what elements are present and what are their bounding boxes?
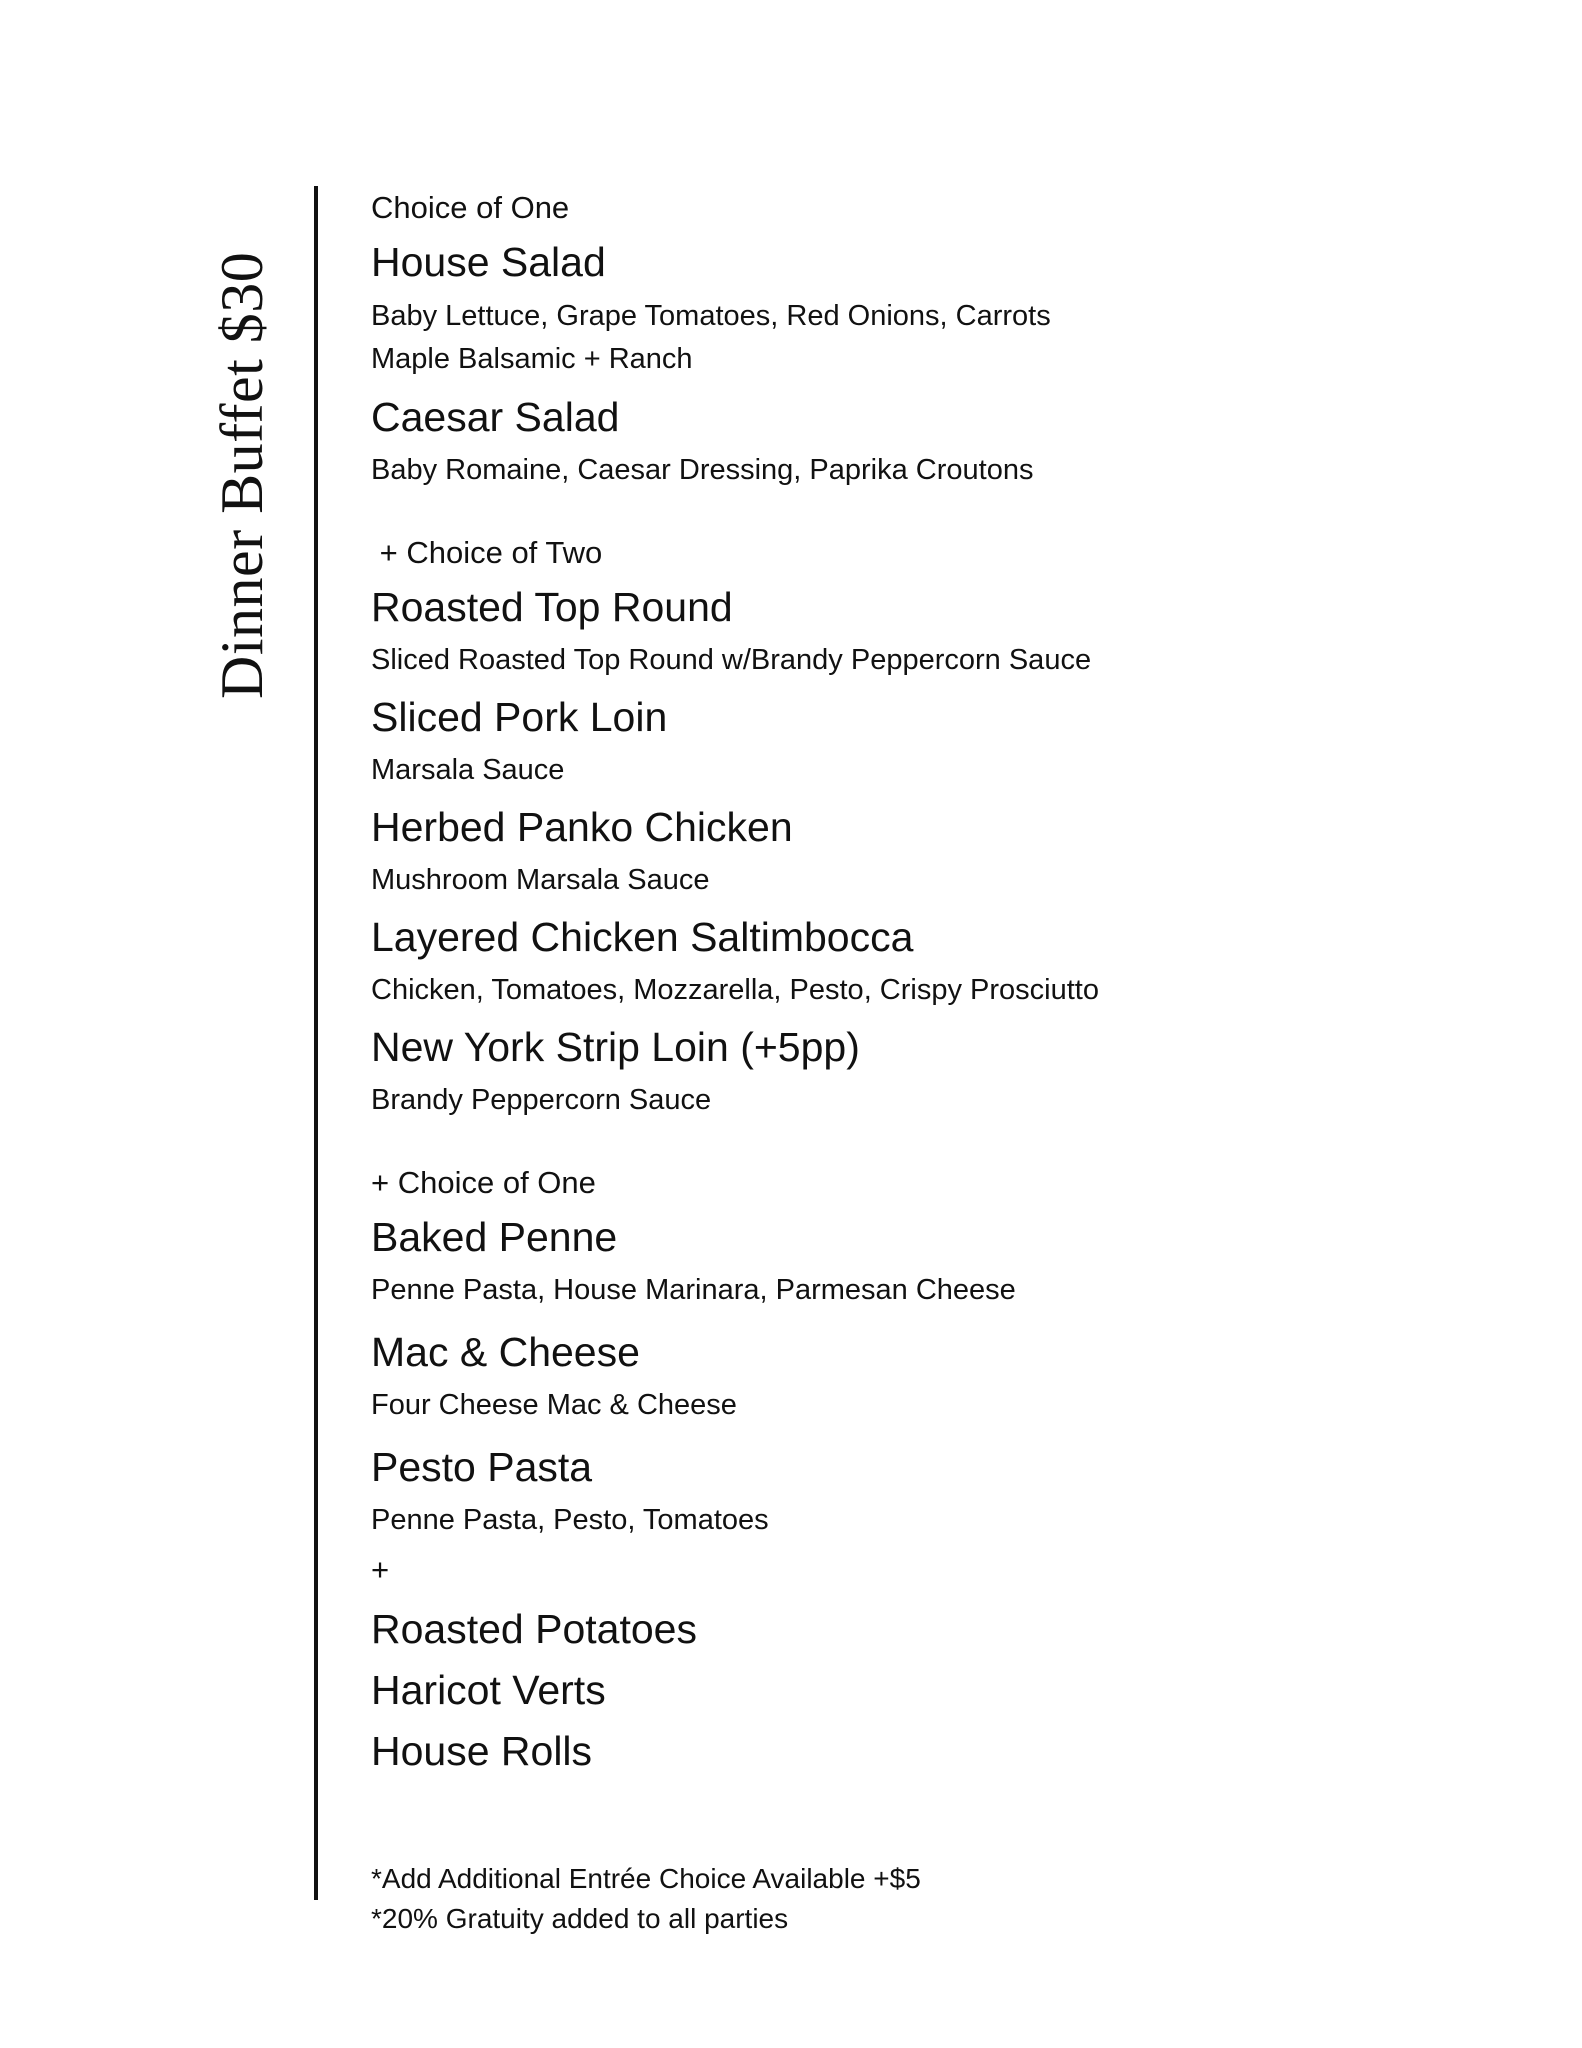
menu-item-description: Baby Romaine, Caesar Dressing, Paprika Croutons: [371, 454, 1034, 486]
footnote-additional-entree: *Add Additional Entrée Choice Available +$5: [371, 1863, 921, 1894]
salad-section-header: Choice of One: [371, 190, 570, 225]
menu-item-description: Chicken, Tomatoes, Mozzarella, Pesto, Crispy Prosciutto: [371, 974, 1099, 1006]
menu-item-herbed-panko-chicken: Herbed Panko Chicken: [371, 804, 793, 850]
menu-title: Dinner Buffet $30: [209, 251, 275, 699]
menu-item-description: Four Cheese Mac & Cheese: [371, 1389, 737, 1421]
menu-item-description: Baby Lettuce, Grape Tomatoes, Red Onions, Carrots: [371, 300, 1051, 332]
side-item-roasted-potatoes: Roasted Potatoes: [371, 1606, 697, 1652]
menu-item-description: Brandy Peppercorn Sauce: [371, 1084, 712, 1116]
side-item-haricot-verts: Haricot Verts: [371, 1667, 606, 1713]
side-item-house-rolls: House Rolls: [371, 1728, 593, 1774]
menu-item-description: Sliced Roasted Top Round w/Brandy Peppercorn Sauce: [371, 644, 1092, 676]
menu-item-mac-and-cheese: Mac & Cheese: [371, 1329, 640, 1375]
menu-item-description: Marsala Sauce: [371, 754, 565, 786]
footnote-gratuity: *20% Gratuity added to all parties: [371, 1903, 789, 1934]
menu-item-pesto-pasta: Pesto Pasta: [371, 1444, 593, 1490]
menu-item-description: Penne Pasta, Pesto, Tomatoes: [371, 1504, 769, 1536]
menu-item-description: Maple Balsamic + Ranch: [371, 343, 693, 375]
vertical-divider: [314, 186, 318, 1900]
menu-item-layered-chicken-saltimbocca: Layered Chicken Saltimbocca: [371, 914, 914, 960]
menu-item-sliced-pork-loin: Sliced Pork Loin: [371, 694, 668, 740]
menu-item-caesar-salad: Caesar Salad: [371, 394, 620, 440]
pasta-section-header: + Choice of One: [371, 1165, 596, 1200]
menu-item-new-york-strip-loin: New York Strip Loin (+5pp): [371, 1024, 860, 1070]
menu-item-roasted-top-round: Roasted Top Round: [371, 584, 733, 630]
sides-plus: +: [371, 1552, 390, 1587]
menu-item-description: Penne Pasta, House Marinara, Parmesan Cheese: [371, 1274, 1016, 1306]
menu-item-baked-penne: Baked Penne: [371, 1214, 618, 1260]
menu-item-description: Mushroom Marsala Sauce: [371, 864, 710, 896]
entree-section-header: + Choice of Two: [371, 535, 603, 570]
menu-item-house-salad: House Salad: [371, 239, 606, 285]
